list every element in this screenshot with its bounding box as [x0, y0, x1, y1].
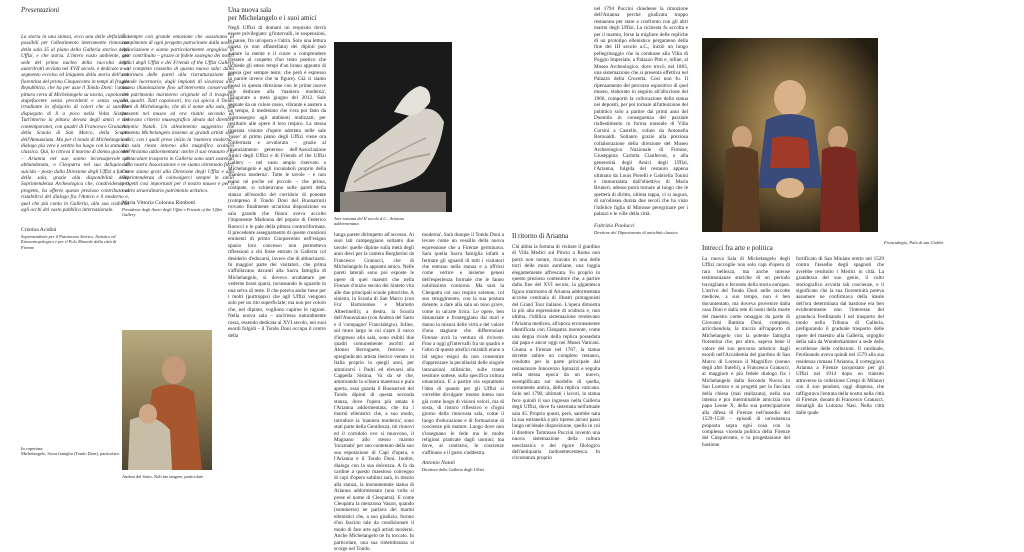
- column-8: [594, 6, 688, 484]
- signature-role: Soprintendente per il Patrimonio Storico, Artistico ed Etnoantropologico e per il Polo Museale della città di Firenze: [21, 233, 117, 250]
- painting-caption: Franciabigio, Pala di san Giobbe: [884, 240, 944, 245]
- intrecci-right-column: [796, 256, 884, 484]
- association-paragraph: È sempre con grande emozione che assistiamo al compimento di ogni progetto patrocinato dalla nostra Associazione e siamo particolarmente orgogliosi di aver contribuito – grazie al fedele sostegno dei nostri Amici degli Uffizi e dei Friends of the Uffizi Gallery – al completo riassetto di questa nuova sala: dalla coloritura delle pareti alla ristrutturazione del grande lucernario, dagli impianti di sicurezza alla nuova illuminazione fino all'intervento conservativo del patrimonio marmoreo originale ed il trasporto dei quadri. Tutti capolavori, tra cui spicca il Tondo Doni di Michelangelo, che dà il nome alla sala, già presenti nel museo ed ora riuniti secondo un rinnovato criterio museografico ideato dal direttore Antonio Natali. Un allestimento suggestivo che presenta Michelangelo insieme ai grandi artisti suoi amici, con i quali prese inizio la 'maniera moderna'. La sala riesta intorno alla magnifica scultura dell'Arianna addormentata: anche il suo restauro e lo spettacolare trasporto in Galleria sono stati sostenuti dalla nostra Associazione e ne siamo oltremodo fieri. Come siamo grati alla Direzione degli Uffizi e alla Soprintendenza di coinvolgerci sempre in simili progetti così importanti per il nostro museo e per il nostro straordinario patrimonio artistico.: [122, 34, 234, 194]
- intrecci-left-paragraph: La nuova Sala di Michelangelo degli Uffizi raccoglie non solo capi d'opera di rara bellezza, ma anche intense testimonianze storiche di un periodo travagliato e fecondo della storia europea. L'arrivo del Tondo Doni nelle raccolte medicee, a suo tempo, non è ben documentato, ma doveva provenire dalla casa Doni e dalla rete di nomi della morte del maestro come omaggio da parte di Giovanni Battista Doni, completa, arricchendola, la traccia all'rapporto di Michelangelo con la potente famiglia fiorentina che, per altro, sapeva bene il valore del suo percorso artistico: dagli esordi nell'Accademia del giardino di San Marco di Lorenzo il Magnifico (nonno degli altri fratelli), a Francesco Granacci, al maggiore e più fedele dialogo fra i Michelangelo dalla Seconda Nuova in San Lorenzo e ai progetti per la facciata della chiesa (mai realizzata), nella sua intensa e poi interminabile amicizia con papa Leone X, della sua partecipazione alla difesa di Firenze nell'assedio del 1529-1530 – episodi di un'esistenza proposta sopra ogni cosa con la complessa vicenda politica della Firenze del Cinquecento, e la progettazione del bastione: [702, 256, 790, 448]
- signature-role-2: Presidente degli Amici degli Uffizi e Friends of the Uffizi Gallery: [122, 206, 223, 218]
- section-title-arianna: Il ritorno di Arianna: [512, 232, 569, 240]
- section-label: Presentazioni: [21, 6, 60, 14]
- column-6: [422, 232, 504, 484]
- article-title-2: per Michelangelo e i suoi amici: [228, 14, 317, 22]
- cover-label: In copertina:: [21, 446, 44, 451]
- section-title-intrecci: Intrecci fra arte e politica: [702, 244, 773, 252]
- intro-paragraph: La storia in una stanza, ecco una delle definizioni possibili per l'allestimento interamente rinnovato della sala 35 al piano della Galleria storica degli Uffizi, e che storia. L'intero vasto ambiente, già sede del primo nucleo della raccolta degli autoritratti avviata nel XVII secolo, è dedicato a un segmento eccelso ed iniquieto della storia dell'arte fiorentina del primo Cinquecento in tempi di fragile Repubblica, che ha per asse il Tondo Doni: l'unica pittura certa di Michelangelo su tavola, capolavoro stupefacente senza precedenti e senza seguito, irradiante lo sfolgorio di colori che si sarebbe dispiegato di lì a poco nella Volta Sistina. Tutt'intorno la pittura devota degli amici e dei contemporanei, con quadri di Francesco Granacci, della Scuola di San Marco, della Scuola dell'Annunziata. Ma per il tondo di Michelangelo il dialogo più vero e sentito ha luogo con la statuaria classica. Qui, lo ritrova il marmo di donna giacente – Arianna nel suo sonno inconsapevole di abbandonata, o Cleopatra nel suo deliquio di suicida – posto dalla Direzione degli Uffizi a fulcro della sala, grazie alla disponibilità della Soprintendenza Archeologica che, condividendo il progetto, ha offerto questo prezioso contributo al ristabilirsi del dialogo fra l'Antico e il moderno e, quel che più conta in Galleria, alla sua visibilità agli occhi del vasto pubblico internazionale.: [21, 34, 129, 213]
- continuation-paragraph: nel 1794 Puccini chiedesse la rimozione dell'Arianna perché giudicata troppo restaurata per stare a confronto con gli altri marmi degli Uffizi. La richiesta fu accolta e per il marmo, forse la migliore delle repliche di un prototipo ellenistico pergameno della fine del III secolo a.C., iniziò un lungo pellegrinaggio che la condusse alla Villa di Poggio Imperiale, a Palazzo Pitti e, infine, al Museo Archeologico, dove trovò, nel 1883, una sistemazione che si presenta effettiva nel Palazzo della Crocetta. Così non fu. Il ripensamento del percorso espositivo di quel museo, elaborato in seguito all'alluvione del 1966, comportò la collocazione della statua nei depositi, per poi tornare all'attenzione del pubblico solo a partire dai primi anni del Duemila in conseguenza del parziale riallestimento in forma museale di Villa Corsini a Castello, voluto da Antonella Romualdi. Soltanto grazie alla preziosa collaborazione della direzione del Museo Archeologico Nazionale di Firenze, Giuseppina Carlotta Cianferoni, e alla generosità degli Amici degli Uffizi, l'Arianna, fulgida del restauro appena ultimato da Louis Pierelli e Gabriella Tonini e immortalata dall'obiettivo di Maria Bruneri, adesso potrà tornare al luogo che le spetterà di diritto, ultima tappa, ci si augura, di un'odissea durata due secoli che ha visto l'infelice figlia di Minosse peregrinare per i palazzi e le ville della città.: [594, 6, 688, 217]
- signature-name: Cristina Acidini: [21, 227, 57, 234]
- noli-caption: Andrea del Sarto, Noli me tangere, particolare: [122, 474, 204, 479]
- statue-caption: Arte romana del II secolo d.C., Arianna addormentata: [334, 216, 404, 227]
- column-5: [334, 232, 414, 552]
- column-6-paragraph: moderna'. Sarà dunque il Tondo Doni a levare come un vessillo della nuova espressione che a Firenze germinava. Sarà quella Sacra famiglia infatti a fermare gli sguardi di tutti i visitatori che entrano nella stanza e a offrirsi come vertice e insieme genesi dell'esperienza formale che le fanno nobilissimo contorno. Ma sarà la Cleopatra col suo respiro solenne, col suo struggimento, con la sua postura dolente, a dare alla sala un tono grave, come in un'arte lirica. Le opere, ben distanziate e fronteggiano dai muri e danno la misura delle virtù e del valore d'una stagione che differenziare Firenze avrà la ventura di rivivere. Fino a oggi gl'intervalli fra un quadro e l'altro di queste artefici mirabili erano a tal segno esigui da non consentire d'apprezzare la peculiarità delle singole intonazioni stilistiche, sulle trame tessiture sottese, sulla specifica cultura umanistica. E a partire era soprattutto l'idea di quanto per gli Uffizi si vorrebbe divulgare: museo inteso non già come luogo di visioni veloci, ma di sosta, di ristoro riflessivo e d'ogni giorno della rinnovata sala, come il luogo d'educazione e di formazione di coscienze più mature. Luogo dove non s'insegnano le fede ma le molte religioni praticate dagli uomini; ma dove, al contrario, le coscienze s'affinano e il gusto s'addestra.: [422, 232, 504, 456]
- intrecci-section: [702, 244, 882, 252]
- column-7: [512, 232, 600, 484]
- column-3: [228, 6, 326, 339]
- article-paragraph: Negli Uffizi di domani un requisito dovrà essere privilegiato: gl'intervalli, le sospensioni, le pause, fra un'opera e l'altra. Solo una lettura quieta (e non affastellata) dei dipinti può aiutare la mente e il cuore a comprendere d'essere al cospetto d'un testo poetico che richiede gli stessi tempi d'un brano appunto di poesia (per sempre testo; che però è espresso in parole invece che in figure). Già ci siamo mossi in questa direzione con le prime nuove sale dedicate alla 'maniera moderna', inaugurate a metà giugno del 2012. Sale segnate da un colore rosso, vibrante e austero a un tempo, il medesimo che s'era poi fatto da contrassegno agli ambienti realizzati; per restituire alle opere il loro respiro. La stessa riposata visione d'opere adottata nelle sale 'rosse' al primo piano degli Uffizi viene ora confermata e avvalorata – grazie al finanziamento generoso dell'Associazione Amici degli Uffizi e di Friends of the Uffizi Gallery – nel vano ampio riservato a Michelangelo e agli incunaboli proprio della 'maniera moderna'. Tutte le tavole – e non erano né poche né piccole – che prima, costipate, si schieravano sulle pareti della stanza all'esordio del corridoio di ponente (compreso il Tondo Doni del Buonarroti) trovano finalmente un'ariosa disposizione su sala grande che finora aveva accolto l'imponente Madonna del popolo di Federico Barocci e le pale della pittura controriformata. Il precedente assegnamento di queste creazioni eminenti di primo Cinquecento nell'esiguo spazio loro concesso non permetteva riflessioni a chi fosse entrato in Galleria col desiderio d'educarsi, invece che di abbacinarsi. In maggior parte dei visitatori, che prima s'affollavano davanti alla Sacra famiglia di Michelangelo, si doveva arrabattare per vederne brani sparsi, incuneando lo sguardo in una selva di teste. Il che poteva andar bene per i molti (purtroppo) che agli Uffizi vengono solo per un rito superficiale; ma non per coloro che, nel dipinto, vogliono capirne le ragioni. Nella nuova sala – anch'essa naturalmente rossa, essendo dedicata al XVI secolo, nei suoi esordi fulgidi – il Tondo Doni occupa il centro della: [228, 25, 326, 339]
- intrecci-right-paragraph: fortificato di San Miniato eretto nel 1529 contro l'assedio degli spagnoli che avrebbe restituito i Medici in città. La grandezza del suo genio, il culto storiografico avvolta tali coscienze, e il significato che la sua fiorentinità poteva assumere ne confirmava della ideale dell'ora determinata dal bastione era ben evidentemente non l'interesse del granduca Ferdinando I nel trasporto del tondo nella Tribuna di Galleria, prefigurando il graduale trasporto delle opere del maestro alla Galleria, orgoglio della sala da Wunderkammer a sede delle eccellenze delle collezioni. Il cardinale, Ferdinando aveva quindi nel 1579 alla sua residenza romana l'Arianna, il corteggiava Arianna a Firenze (acquistato per gli Uffizi nel 1914 dopo un transito attraverso la collezione Crespi di Milano) con il suo pendant, oggi dispersa, che raffigurava l'entrata della nostra nella città di Firenze, donato di Francesco Granacci, donatigli da Lutozzo Nasi. Nella città dalle quale: [796, 256, 884, 416]
- signature-role-4: Direttore del Dipartimento di antichità classica: [594, 230, 678, 235]
- signature-name-4: Fabrizio Paolucci: [594, 223, 635, 230]
- signature-name-3: Antonio Natali: [422, 460, 456, 467]
- arianna-statue-image: [334, 42, 452, 212]
- signature-name-2: Maria Vittoria Colonna Rimbotti: [122, 200, 196, 207]
- article-title-1: Una nuova sala: [228, 6, 272, 14]
- column-1: [21, 6, 129, 250]
- intrecci-left-column: [702, 256, 790, 484]
- cover-caption-block: [21, 446, 129, 457]
- column-2: [122, 34, 234, 218]
- column-5-paragraph: lunga parete dirimpetto all'accesso. Ai suoi lati campeggiano soltanto due tavole: quelle dipinte sulla metà degli anni dieci per la camera Borgherini da Francesco Granacci, che di Michelangelo fu appunto amico. Nelle pareti laterali sono poi esposte le opere di quei maestri che nella Firenze d'inizio secolo del Sinteto vita alle due principali scuole pittoriche. A sinistra, la Scuola di San Marco (con Fra' Bartolomeo e Mariotto Albertinelli); a destra, la Scuola dell'Annunziata (con Andrea del Sarto e il 'compagno' Franciabigio). Infine, sul muro largo in cui s'apre il varco d'ingresso alla sala, sono esibiti due quadri comunemente ascritti ad Alonso Berruguete, l'estroso e spregiudicato artista iberico venuto in Italia proprio in quegli anni, per ammirarvi i Padri ed elevarsi alla Cappella Sistina. Va da sé che, ammirando la schiera maestosa e pura aperta, essa guarda il Buonarroti del Tondo dipinti di questa seconda stanza, dove l'opera più amata è l'Arianna addormentata, che tra i marmi ellenistici che, a suo modo, introduce la 'maniera moderna', sono stati parte della Gentilezza, mi rinnovi ed il corridoio ove si muovono, il Magnano allo stesso marmo 'incarnato' per suo contenuto della suo sua esposizione di Capi d'opera, e l'Arianna e il Tondo Doni. Inoltre, dialoga con la sua dolcezza. A fa da cardine a questo maestoso convegno di capi d'opera sublimi sarà, in mezzo alla stanza, la monumentale statua di Arianna addormentata (una volta si prese el nome di Cleopatra). E come Cleopatra la menziona Vasari, quando (sommerso) ne parlava dei marmi ellenistici che, a suo giudizio, furono d'un fascino tale da condizionare il modo di fare arte agli artisti moderni. Anche Michelangelo ne fu toccato. In particolare, una sua rimembranza si scorge nel Tondo.: [334, 232, 414, 552]
- arianna-paragraph: Chi abbia la fortuna di visitare il giardino di Villa Medici sul Pincio a Roma non potrà non notare, ricavata in una delle torri delle mura aureliane, una loggia elegantemente affrescata. Fu proprio in questo prezioso contenitore che, a partire dalla fine del XVI secolo, la gigantesca figura marmorea di Arianna addormentata accolse centinaia di illustri protagonisti del Grand Tour italiano. L'opera dimostra la più alta espressione di scultura e, non ultima, l'idillica sistemazione rendevano l'Arianna medicea, all'epoca erroneamente identificata con Cleopatra morente, come una degna rivale della replica posseduta dal papa e ancor oggi nei Musei Vaticani. Giunta a Firenze nel 1787, la statua dovette subire un completo restauro, condotto per la parte principale dal restauratore Innocenzo Spinazzi e seguita nella stessa epoca da un nuovo, esemplificata sul modello di quella, certamente antica, della replica vaticana. Solo nel 1790, ultimati i lavori, la statua fece quindi il suo ingresso nella Galleria degli Uffizi, dove fu sistemata nell'attuale sala 45. Proprio questi, però, sarebbe nata la sua estraneità a più riprese alcuni passi lungo un'ideale disposizione, quella in cui il direttore Tommaso Puccini inventò una nuova sistemazione della cultura neoclassica e dei rigore filologico dell'antiquaria tardosettecentesca. In circostanza proprio: [512, 244, 600, 462]
- pala-san-giobbe-image: [702, 38, 878, 232]
- cover-caption: Michelangelo, Sacra famiglia (Tondo Doni), particolare.: [21, 451, 120, 457]
- noli-me-tangere-image: [122, 330, 212, 470]
- signature-role-3: Direttore della Galleria degli Uffizi: [422, 466, 485, 472]
